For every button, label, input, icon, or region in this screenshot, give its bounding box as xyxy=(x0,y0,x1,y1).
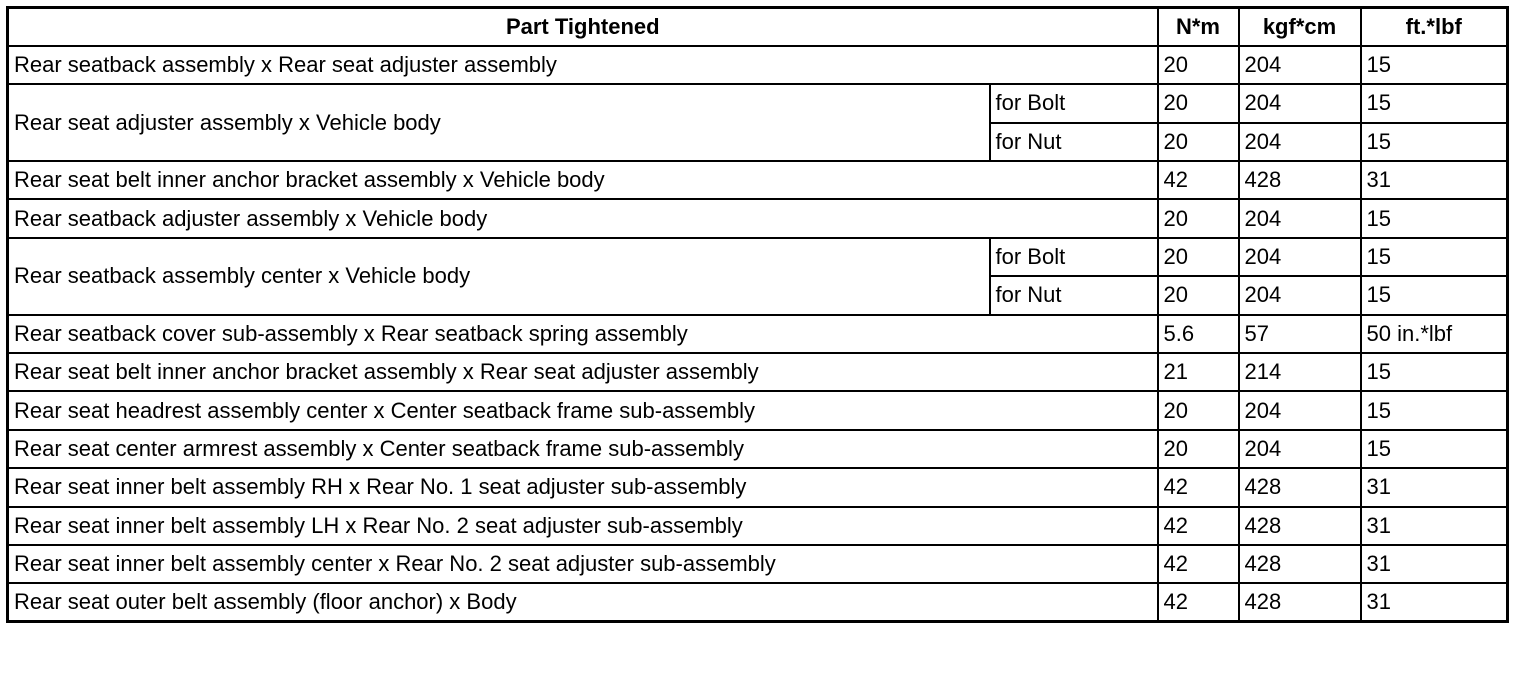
ftlbf-cell: 31 xyxy=(1361,545,1508,583)
nm-cell: 42 xyxy=(1158,545,1239,583)
table-row xyxy=(8,238,1508,276)
ftlbf-cell: 15 xyxy=(1361,84,1508,122)
nm-cell: 20 xyxy=(1158,238,1239,276)
kgfcm-cell: 204 xyxy=(1239,238,1361,276)
header-part-tightened: Part Tightened xyxy=(8,8,1158,46)
part-cell: Rear seat inner belt assembly LH x Rear No. 2 seat adjuster sub-assembly xyxy=(8,507,1158,545)
kgfcm-cell: 57 xyxy=(1239,315,1361,353)
kgfcm-cell: 428 xyxy=(1239,507,1361,545)
header-kgfcm: kgf*cm xyxy=(1239,8,1361,46)
nm-cell: 20 xyxy=(1158,123,1239,161)
ftlbf-cell: 15 xyxy=(1361,238,1508,276)
ftlbf-cell: 31 xyxy=(1361,161,1508,199)
header-row xyxy=(8,8,1508,46)
nm-cell: 20 xyxy=(1158,391,1239,429)
table-row xyxy=(8,46,1508,84)
part-cell: Rear seat headrest assembly center x Center seatback frame sub-assembly xyxy=(8,391,1158,429)
part-cell: Rear seat inner belt assembly RH x Rear No. 1 seat adjuster sub-assembly xyxy=(8,468,1158,506)
fastener-cell: for Bolt xyxy=(990,238,1158,276)
kgfcm-cell: 204 xyxy=(1239,123,1361,161)
kgfcm-cell: 204 xyxy=(1239,199,1361,237)
kgfcm-cell: 204 xyxy=(1239,276,1361,314)
table-row xyxy=(8,161,1508,199)
nm-cell: 20 xyxy=(1158,276,1239,314)
kgfcm-cell: 214 xyxy=(1239,353,1361,391)
fastener-cell: for Nut xyxy=(990,123,1158,161)
ftlbf-cell: 31 xyxy=(1361,468,1508,506)
table-row xyxy=(8,199,1508,237)
part-cell: Rear seatback assembly x Rear seat adjuster assembly xyxy=(8,46,1158,84)
kgfcm-cell: 204 xyxy=(1239,430,1361,468)
table-row xyxy=(8,84,1508,122)
nm-cell: 21 xyxy=(1158,353,1239,391)
fastener-cell: for Nut xyxy=(990,276,1158,314)
ftlbf-cell: 15 xyxy=(1361,430,1508,468)
ftlbf-cell: 15 xyxy=(1361,199,1508,237)
table-row xyxy=(8,430,1508,468)
table-row xyxy=(8,468,1508,506)
header-ftlbf: ft.*lbf xyxy=(1361,8,1508,46)
nm-cell: 20 xyxy=(1158,46,1239,84)
nm-cell: 42 xyxy=(1158,161,1239,199)
kgfcm-cell: 204 xyxy=(1239,46,1361,84)
ftlbf-cell: 31 xyxy=(1361,583,1508,621)
ftlbf-cell: 15 xyxy=(1361,276,1508,314)
part-cell: Rear seat belt inner anchor bracket assembly x Vehicle body xyxy=(8,161,1158,199)
ftlbf-cell: 15 xyxy=(1361,391,1508,429)
ftlbf-cell: 50 in.*lbf xyxy=(1361,315,1508,353)
nm-cell: 20 xyxy=(1158,199,1239,237)
part-cell: Rear seatback adjuster assembly x Vehicle body xyxy=(8,199,1158,237)
ftlbf-cell: 15 xyxy=(1361,353,1508,391)
kgfcm-cell: 428 xyxy=(1239,545,1361,583)
table-row xyxy=(8,315,1508,353)
part-cell: Rear seat center armrest assembly x Center seatback frame sub-assembly xyxy=(8,430,1158,468)
nm-cell: 42 xyxy=(1158,507,1239,545)
part-cell: Rear seat outer belt assembly (floor anchor) x Body xyxy=(8,583,1158,621)
ftlbf-cell: 15 xyxy=(1361,123,1508,161)
table-row xyxy=(8,507,1508,545)
part-cell: Rear seat adjuster assembly x Vehicle body xyxy=(8,84,990,161)
nm-cell: 42 xyxy=(1158,583,1239,621)
ftlbf-cell: 31 xyxy=(1361,507,1508,545)
fastener-cell: for Bolt xyxy=(990,84,1158,122)
kgfcm-cell: 428 xyxy=(1239,161,1361,199)
part-cell: Rear seatback cover sub-assembly x Rear seatback spring assembly xyxy=(8,315,1158,353)
nm-cell: 42 xyxy=(1158,468,1239,506)
table-row xyxy=(8,353,1508,391)
nm-cell: 20 xyxy=(1158,84,1239,122)
part-cell: Rear seat belt inner anchor bracket assembly x Rear seat adjuster assembly xyxy=(8,353,1158,391)
kgfcm-cell: 204 xyxy=(1239,84,1361,122)
ftlbf-cell: 15 xyxy=(1361,46,1508,84)
table-row xyxy=(8,545,1508,583)
torque-specification-table xyxy=(6,6,1509,623)
kgfcm-cell: 428 xyxy=(1239,468,1361,506)
header-nm: N*m xyxy=(1158,8,1239,46)
part-cell: Rear seat inner belt assembly center x Rear No. 2 seat adjuster sub-assembly xyxy=(8,545,1158,583)
nm-cell: 20 xyxy=(1158,430,1239,468)
kgfcm-cell: 428 xyxy=(1239,583,1361,621)
table-row xyxy=(8,391,1508,429)
nm-cell: 5.6 xyxy=(1158,315,1239,353)
kgfcm-cell: 204 xyxy=(1239,391,1361,429)
part-cell: Rear seatback assembly center x Vehicle body xyxy=(8,238,990,315)
table-row xyxy=(8,583,1508,621)
